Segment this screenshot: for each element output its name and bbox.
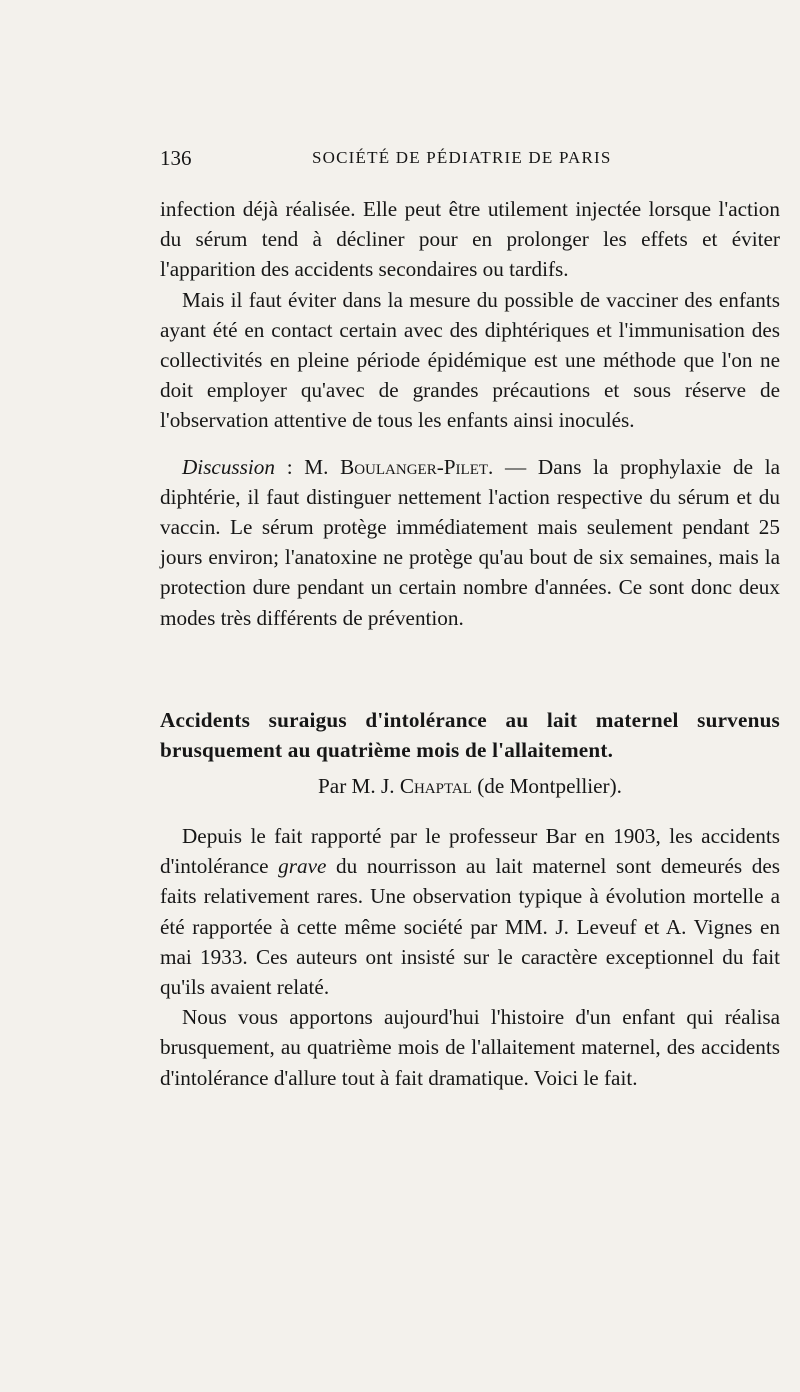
discussion-sep: : M. (275, 454, 341, 479)
page-header (160, 146, 780, 178)
running-head: SOCIÉTÉ DE PÉDIATRIE DE PARIS (312, 148, 612, 167)
discussion-paragraph (160, 452, 780, 633)
article-paragraph-2: Nous vous apportons aujourd'hui l'histoire d'un enfant qui réalisa brusquement, au quatrième mois de l'allaitement maternel, des accidents d'intolérance d'allure tout à fait dramatique. Voici le fait. (160, 1005, 780, 1090)
page-number: 136 (160, 146, 192, 170)
discussion-text: — Dans la prophylaxie de la diphtérie, il faut distinguer nettement l'action respective du sérum et du vaccin. Le sérum protège immédiatement mais seulement pendant 25 jours environ; l'anatoxine ne protège qu'au bout de six semaines, mais la protection dure pendant un certain nombre d'années. Ce sont donc deux modes très différents de prévention. (160, 454, 780, 630)
discussion-author: Boulanger-Pilet. (340, 454, 494, 479)
discussion-label: Discussion (182, 454, 275, 479)
article-byline (160, 771, 780, 801)
article-p1-after: du nourrisson au lait maternel sont demeurés des faits relativement rares. Une observation typique à évolution mortelle a été rapportée à cette même société par MM. J. Leveuf et A. Vignes en mai 1933. Ces auteurs ont insisté sur le caractère exceptionnel du fait qu'ils avaient relaté. (160, 854, 780, 1000)
article-p1-ital: grave (278, 854, 327, 879)
byline-author: Chaptal (399, 773, 472, 798)
article-title: Accidents suraigus d'intolérance au lait maternel survenus brusquement au quatrième mois de l'allaitement. (160, 707, 780, 762)
paragraph-vaccination: Mais il faut éviter dans la mesure du possible de vacciner des enfants ayant été en contact certain avec des diphtériques et l'immunisation des collectivités en pleine période épidémique est une méthode que l'on ne doit employer qu'avec de grandes précautions et sous réserve de l'observation attentive de tous les enfants ainsi inoculés. (160, 287, 780, 433)
paragraph-continuation: infection déjà réalisée. Elle peut être utilement injectée lorsque l'action du sérum tend à décliner pour en prolonger les effets et éviter l'apparition des accidents secondaires ou tardifs. (160, 197, 780, 282)
byline-prefix: Par M. J. (318, 773, 400, 798)
page-body (160, 194, 780, 1093)
article-p1-before: Depuis le fait rapporté par le professeur Bar en 1903, les accidents d'intolérance (160, 824, 780, 879)
article-paragraph-1 (160, 821, 780, 1002)
byline-suffix: (de Montpellier). (471, 773, 622, 798)
